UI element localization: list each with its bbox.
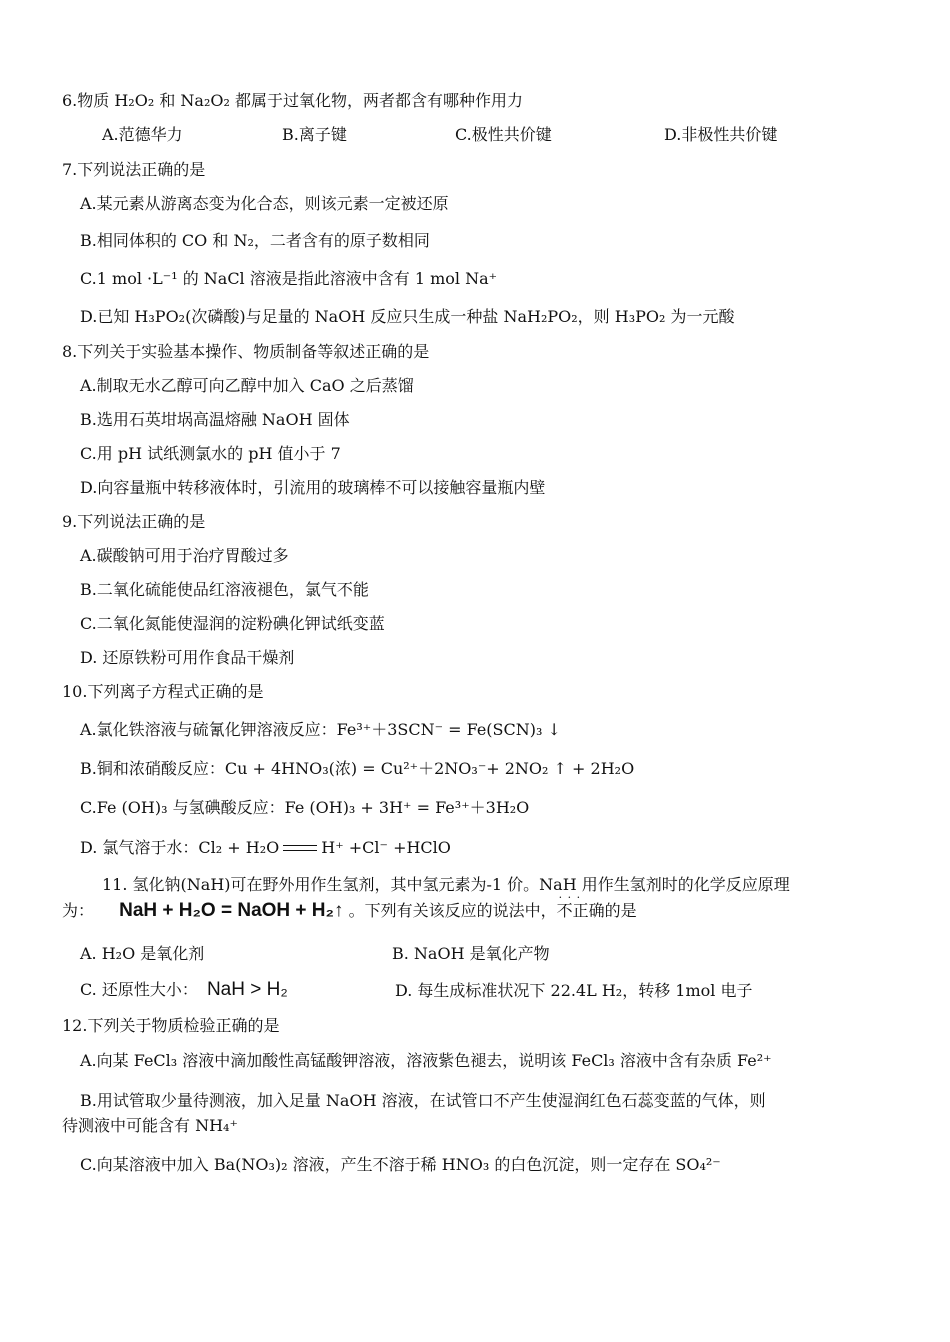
q9-option-b: B.二氧化硫能使品红溶液褪色，氯气不能 (80, 580, 369, 599)
q8-option-d: D.向容量瓶中转移液体时，引流用的玻璃棒不可以接触容量瓶内壁 (80, 478, 546, 497)
q12-option-b-line1: B.用试管取少量待测液，加入足量 NaOH 溶液，在试管口不产生使湿润红色石蕊变蓝的气体，则 (80, 1091, 766, 1110)
q9-option-d: D. 还原铁粉可用作食品干燥剂 (80, 648, 295, 667)
q10-option-c: C.Fe (OH)₃ 与氢碘酸反应：Fe (OH)₃ + 3H⁺ = Fe³⁺＋3H₂O (80, 798, 530, 817)
q9-option-a: A.碳酸钠可用于治疗胃酸过多 (80, 546, 289, 565)
equilibrium-arrow-icon (283, 845, 317, 853)
q10-stem: 10.下列离子方程式正确的是 (62, 682, 264, 701)
q12-option-b-line2: 待测液中可能含有 NH₄⁺ (62, 1116, 238, 1135)
q9-stem: 9.下列说法正确的是 (62, 512, 206, 531)
q8-stem: 8.下列关于实验基本操作、物质制备等叙述正确的是 (62, 342, 430, 361)
q12-option-c: C.向某溶液中加入 Ba(NO₃)₂ 溶液，产生不溶于稀 HNO₃ 的白色沉淀，则一定存在 SO₄²⁻ (80, 1155, 721, 1174)
q8-option-c: C.用 pH 试纸测氯水的 pH 值小于 7 (80, 444, 341, 463)
q6-option-b: B.离子键 (282, 125, 347, 144)
q11-equation: NaH + H₂O = NaOH + H₂↑ (119, 900, 344, 921)
q6-option-a: A.范德华力 (102, 125, 183, 144)
q6-option-c: C.极性共价键 (455, 125, 552, 144)
q7-option-a: A.某元素从游离态变为化合态，则该元素一定被还原 (80, 194, 449, 213)
q11-option-d: D. 每生成标准状况下 22.4L H₂，转移 1mol 电子 (395, 981, 753, 1000)
q9-option-c: C.二氧化氮能使湿润的淀粉碘化钾试纸变蓝 (80, 614, 385, 633)
q11-option-a: A. H₂O 是氧化剂 (80, 944, 205, 963)
q7-option-b: B.相同体积的 CO 和 N₂，二者含有的原子数相同 (80, 231, 430, 250)
q10-option-a: A.氯化铁溶液与硫氰化钾溶液反应：Fe³⁺＋3SCN⁻ = Fe(SCN)₃ ↓ (80, 720, 561, 739)
q6-option-d: D.非极性共价键 (664, 125, 778, 144)
q6-stem: 6.物质 H₂O₂ 和 Na₂O₂ 都属于过氧化物，两者都含有哪种作用力 (62, 91, 523, 110)
q11-option-c (80, 979, 288, 1001)
q11-option-b: B. NaOH 是氧化产物 (392, 944, 550, 963)
q11-option-c-formula: NaH > H₂ (206, 979, 288, 1000)
q11-stem-line2-suffix-b: 的是 (604, 901, 637, 920)
q11-stem-line1: 11. 氢化钠(NaH)可在野外用作生氢剂，其中氢元素为-1 价。NaH 用作生氢剂时的化学反应原理 (102, 875, 790, 894)
q8-option-a: A.制取无水乙醇可向乙醇中加入 CaO 之后蒸馏 (80, 376, 414, 395)
q10-option-b: B.铜和浓硝酸反应：Cu + 4HNO₃(浓) = Cu²⁺＋2NO₃⁻+ 2NO₂ ↑ + 2H₂O (80, 759, 635, 778)
q7-stem: 7.下列说法正确的是 (62, 160, 206, 179)
q7-option-d: D.已知 H₃PO₂(次磷酸)与足量的 NaOH 反应只生成一种盐 NaH₂PO₂，则 H₃PO₂ 为一元酸 (80, 307, 735, 326)
q10-option-d (80, 837, 451, 859)
q11-emphasis: 不正确 · · · (557, 901, 605, 920)
q11-stem-line2-prefix: 为： (62, 901, 95, 920)
q8-option-b: B.选用石英坩埚高温熔融 NaOH 固体 (80, 410, 350, 429)
q7-option-c: C.1 mol ·L⁻¹ 的 NaCl 溶液是指此溶液中含有 1 mol Na⁺ (80, 269, 498, 288)
q10-option-d-left: D. 氯气溶于水：Cl₂ + H₂O (80, 838, 280, 857)
q11-option-c-label: C. 还原性大小： (80, 980, 198, 999)
q12-option-a: A.向某 FeCl₃ 溶液中滴加酸性高锰酸钾溶液，溶液紫色褪去，说明该 FeCl₃ 溶液中含有杂质 Fe²⁺ (80, 1051, 772, 1070)
q12-stem: 12.下列关于物质检验正确的是 (62, 1016, 280, 1035)
q11-stem-line2 (62, 900, 637, 922)
q10-option-d-right: H⁺ +Cl⁻ +HClO (321, 838, 451, 857)
q11-stem-line2-suffix-a: 。下列有关该反应的说法中， (348, 901, 557, 920)
